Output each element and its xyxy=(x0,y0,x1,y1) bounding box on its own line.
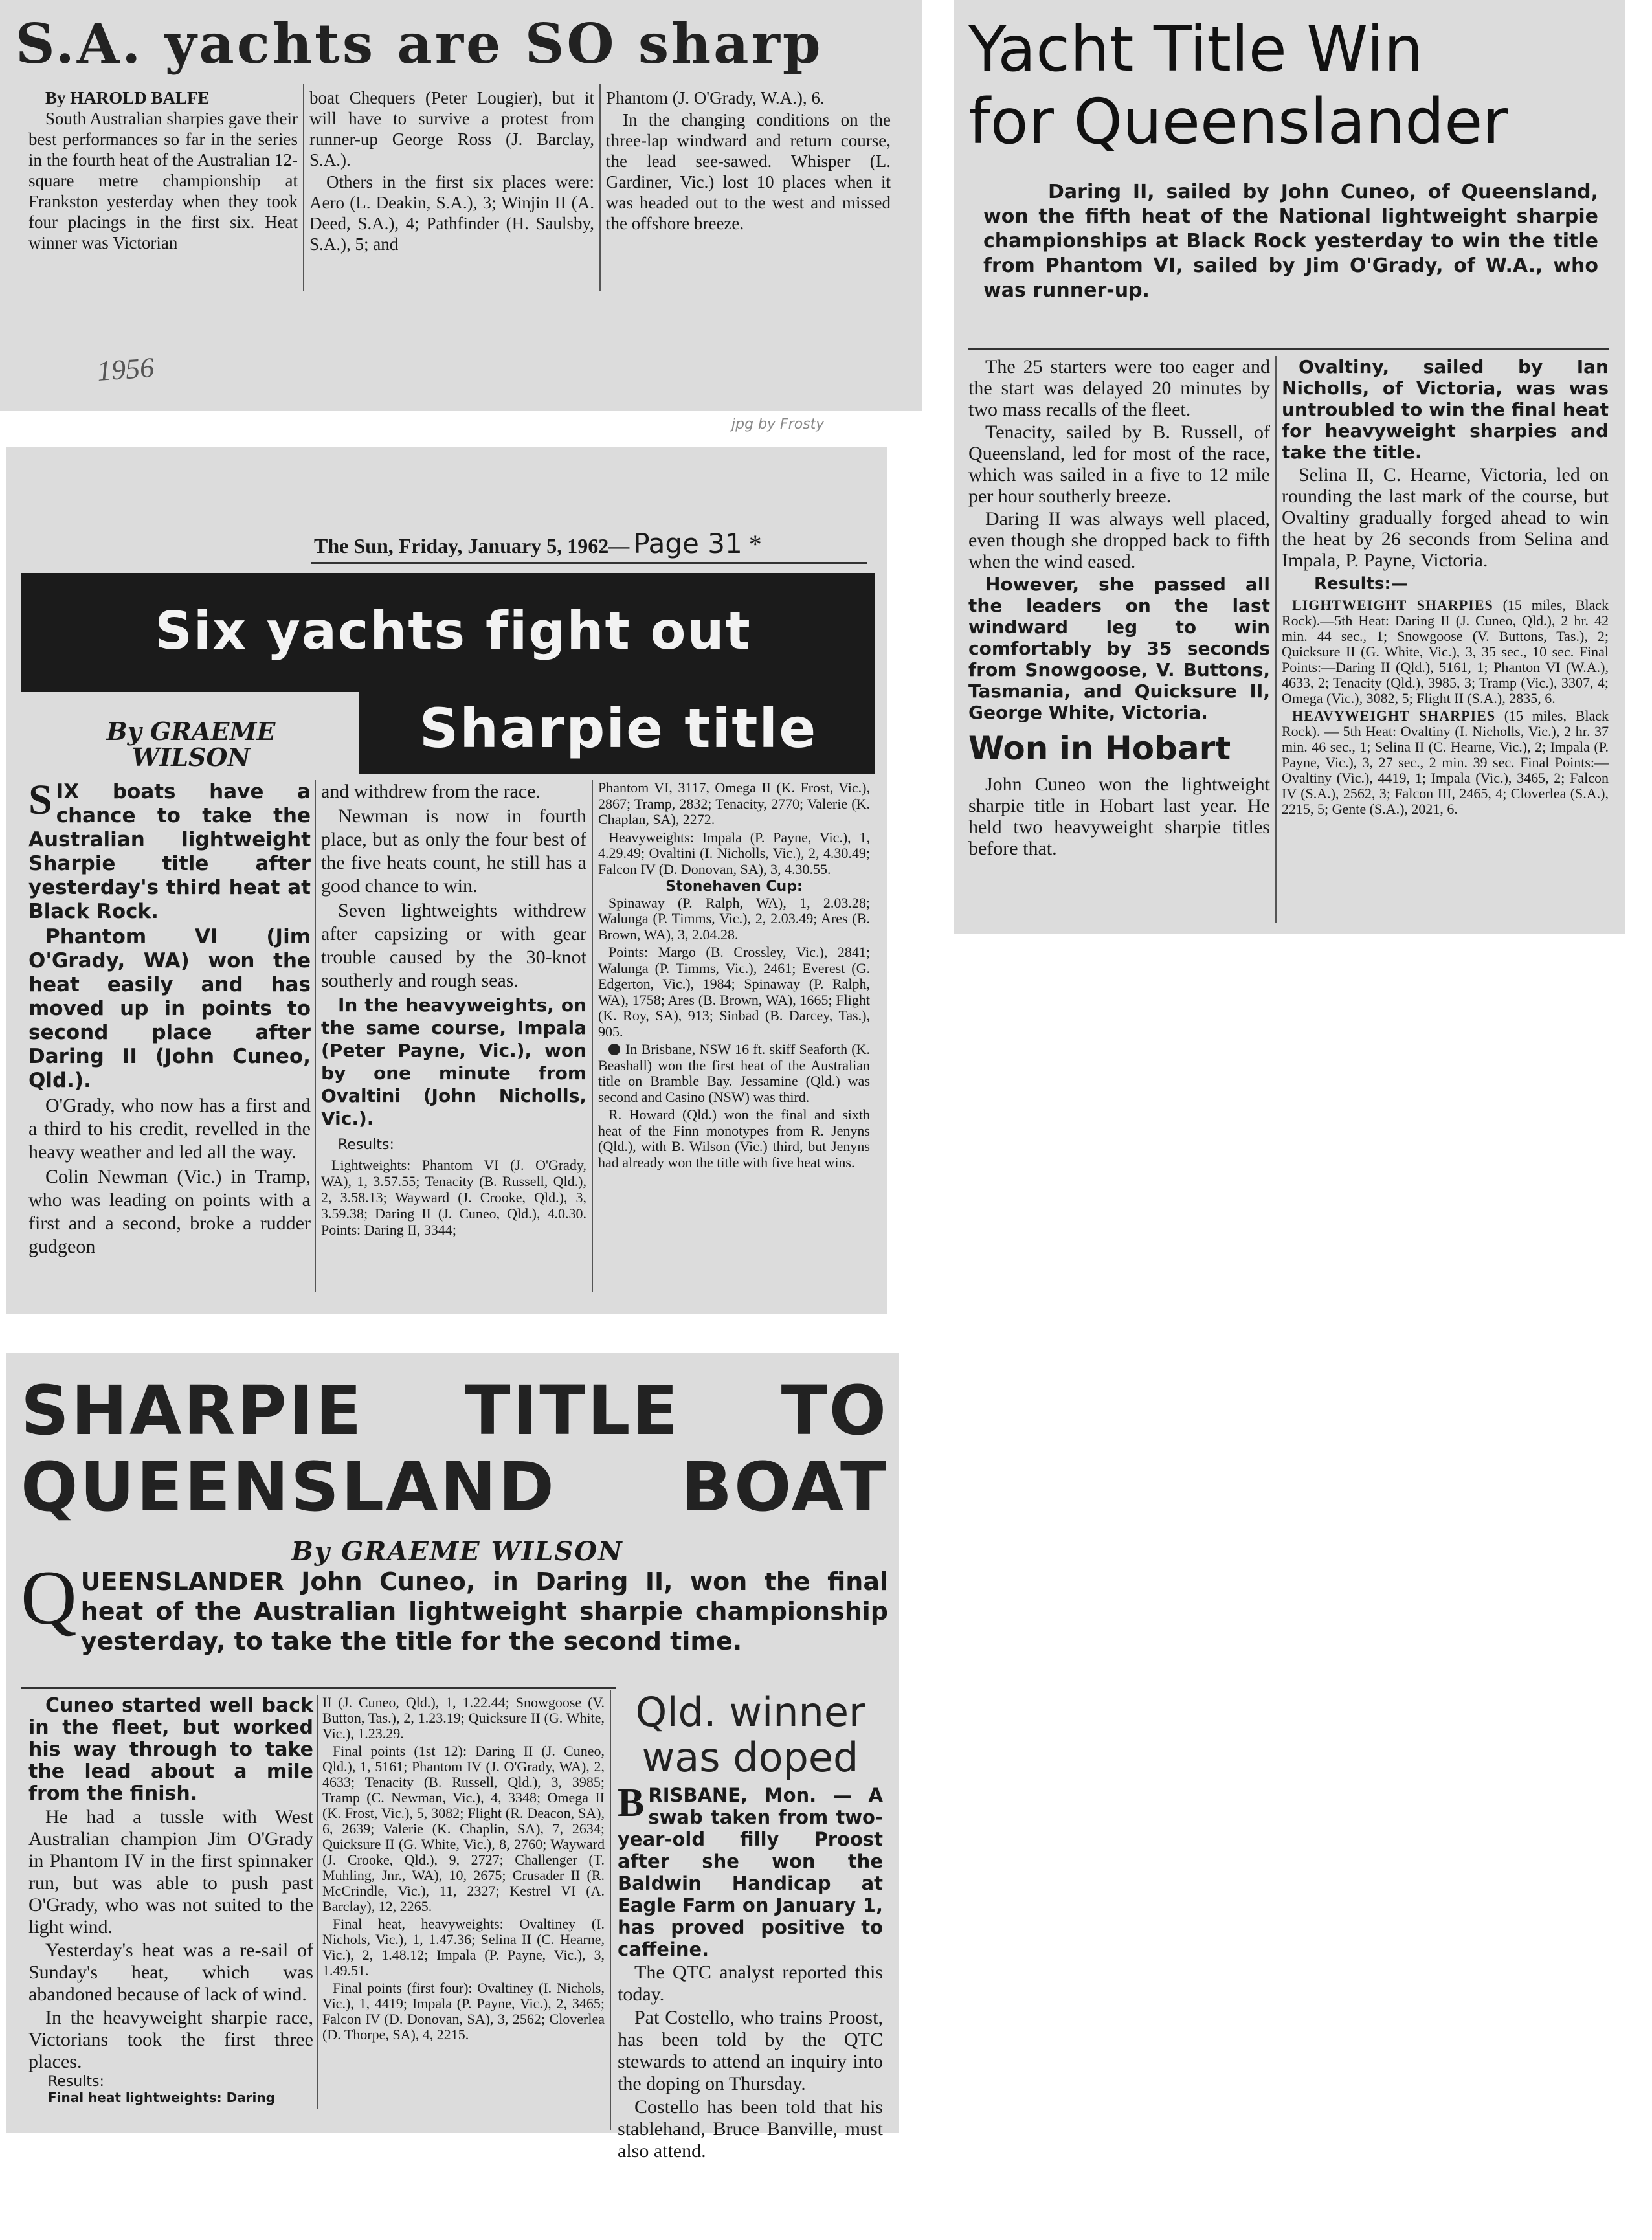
headline-line-2: for Queenslander xyxy=(968,85,1508,158)
paragraph: In the changing conditions on the three-lap windward and return course, the lead see-sawed. Whisper (L. Gardiner, Vic.) lost 10 places when it was headed out to the west and missed the offshore breeze. xyxy=(606,110,891,233)
paragraph: and withdrew from the race. xyxy=(321,781,541,802)
paragraph: Selina II, C. Hearne, Victoria, led on rounding the last mark of the course, but Ovaltiny gradually forged ahead to win the heat by 26 seconds from Selina and Impala, P. Payne, Victoria. xyxy=(1282,464,1609,571)
column-1 xyxy=(28,1695,313,2105)
headline-line-1: Six yachts fight out xyxy=(155,601,752,661)
results-subhead: Stonehaven Cup: xyxy=(665,879,803,895)
paragraph: O'Grady, who now has a first and a third to his credit, revelled in the heavy weather and led all the way. xyxy=(28,1095,311,1163)
column-rule xyxy=(592,780,593,1292)
results-paragraph: Final heat, heavyweights: Ovaltiney (I. Nichols, Vic.), 1, 1.47.36; Selina II (C. Hearne, Vic.), 2, 1.48.12; Impala (P. Payne, Vic.), 3, 1.49.51. xyxy=(322,1916,605,1978)
headline-line-1: Yacht Title Win xyxy=(968,13,1423,85)
results-paragraph: Phantom VI, 3117, Omega II (K. Frost, Vic.), 2867; Tramp, 2832; Tenacity, 2770; Valerie (K. Chaplan, SA), 2272. xyxy=(598,779,870,827)
paragraph: Seven lightweights withdrew after capsizing or with gear trouble caused by the 30-knot southerly and rough seas. xyxy=(321,900,586,991)
byline: By HAROLD BALFE xyxy=(45,88,210,107)
sidebar-story xyxy=(618,1690,883,2164)
column-2 xyxy=(309,87,594,256)
byline-line-2: WILSON xyxy=(131,743,251,772)
drop-cap: Q xyxy=(21,1554,77,1641)
paragraph: The QTC analyst reported this today. xyxy=(618,1962,883,2005)
paragraph: Cuneo started well back in the fleet, but worked his way through to take the lead about a mile from the finish. xyxy=(28,1694,313,1805)
drop-cap: S xyxy=(28,776,52,823)
byline xyxy=(61,719,320,770)
column-1 xyxy=(968,356,1270,860)
results-paragraph: Spinaway (P. Ralph, WA), 1, 2.03.28; Walunga (P. Timms, Vic.), 2, 2.03.49; Ares (B. Brown, WA), 3, 2.04.28. xyxy=(598,894,870,943)
paragraph: Yesterday's heat was a re-sail of Sunday's heat, which was abandoned because of lack of wind. xyxy=(28,1940,313,2005)
clipping-sharpie-title-queensland xyxy=(6,1353,899,2162)
column-rule xyxy=(317,1695,318,2109)
dateline-rule xyxy=(311,562,867,564)
headline-line-2: QUEENSLAND BOAT xyxy=(21,1448,888,1527)
column-rule xyxy=(610,1690,611,2130)
drop-cap: B xyxy=(618,1781,645,1825)
results-text: Lightweights: Phantom VI (J. O'Grady, WA), 1, 3.57.55; Tenacity (B. Russell, Qld.), 2, 3.58.13; Wayward (J. Crooke, Qld.), 3, 3.59.38; Daring II (J. Cuneo, Qld.), 4.0.30. Points: Daring II, 3344; xyxy=(321,1157,586,1238)
clipping-six-yachts xyxy=(6,447,887,1314)
section-rule xyxy=(968,348,1609,350)
paragraph: Ovaltiny, sailed by Ian Nicholls, of Victoria, was was untroubled to win the final heat for heavyweight sharpies and take the title. xyxy=(1282,356,1609,463)
column-2 xyxy=(1282,356,1609,819)
column-3 xyxy=(606,87,891,235)
results-paragraph: HEAVYWEIGHT SHARPIES (15 miles, Black Rock). — 5th Heat: Ovaltiny (I. Nicholls, Vic.), 2 hr. 37 min. 46 sec., 1; Selina II (C. Hearne, Vic.), 2; Impala (P. Payne, Vic.), 3, 27 sec., 2 min. 39 sec. Final Points:—Ovaltiny (Vic.), 4419, 1; Impala (Vic.), 3465, 2; Falcon IV (S.A.), 2562, 3; Falcon III, 2465, 4; Cloverlea (S.A.), 2215, 5; Gente (S.A.), 2021, 6. xyxy=(1282,708,1609,817)
paragraph: Daring II was always well placed, even though she dropped back to fifth when the wind eased. xyxy=(968,508,1270,572)
paragraph: Newman is now in fourth place, but as only the four best of the five heats count, he still has a good chance to win. xyxy=(321,805,586,897)
dateline xyxy=(314,528,864,559)
sidebar-lead: BRISBANE, Mon. — A swab taken from two-year-old filly Proost after she won the Baldwin Handicap at Eagle Farm on January 1, has proved positive to caffeine. xyxy=(618,1781,883,1960)
results-paragraph: R. Howard (Qld.) won the final and sixth heat of the Finn monotypes from R. Jenyns (Qld.), with B. Wilson (Vic.) third, but Jenyns had already won the title with five heat wins. xyxy=(598,1106,870,1170)
column-rule xyxy=(1275,356,1277,923)
column-1 xyxy=(28,776,311,1260)
lead-paragraph: SIX boats have a chance to take the Australian lightweight Sharpie title after yesterday's third heat at Black Rock. xyxy=(28,776,311,923)
results-paragraph: Final points (first four): Ovaltiney (I. Nichols, Vic.), 1, 4419; Impala (P. Payne, Vic.), 2, 3465; Falcon IV (D. Donovan, SA), 3, 2562; Cloverlea (D. Thorpe, SA), 4, 2215. xyxy=(322,1980,605,2043)
subhead: Won in Hobart xyxy=(968,730,1231,767)
paragraph: boat Chequers (Peter Lougier), but it will have to survive a protest from runner-up George Ross (J. Barclay, S.A.). xyxy=(309,88,594,170)
column-rule xyxy=(303,84,304,291)
paragraph: Phantom (J. O'Grady, W.A.), 6. xyxy=(606,88,825,107)
column-3-results xyxy=(598,780,870,1172)
paragraph: In the heavyweight sharpie race, Victorians took the first three places. xyxy=(28,2007,313,2072)
results-line: Final heat lightweights: Daring xyxy=(48,2090,275,2105)
clipping-sa-yachts xyxy=(0,0,922,411)
star-mark: * xyxy=(748,530,762,559)
page-number: Page 31 xyxy=(633,528,742,559)
section-rule xyxy=(21,1687,616,1689)
paragraph: Costello has been told that his stablehand, Bruce Banville, must also attend. xyxy=(618,2096,883,2162)
headline: S.A. yachts are SO sharp xyxy=(16,12,823,76)
results-label: Results: xyxy=(48,2074,104,2090)
paragraph: Pat Costello, who trains Proost, has been told by the QTC stewards to attend an inquiry into the doping on Thursday. xyxy=(618,2007,883,2094)
paragraph: He had a tussle with West Australian champion Jim O'Grady in Phantom IV in the first spinnaker run, but was able to push past O'Grady, who was not suited to the light wind. xyxy=(28,1806,313,1938)
column-2 xyxy=(321,780,586,1240)
sidebar-headline xyxy=(618,1690,883,1780)
sidebar-headline-line-2: was doped xyxy=(642,1734,859,1781)
results-paragraph: Heavyweights: Impala (P. Payne, Vic.), 1, 4.29.49; Ovaltini (I. Nicholls, Vic.), 2, 4.30.49; Falcon IV (D. Donovan, SA), 3, 4.30.55. xyxy=(598,829,870,877)
lead-paragraph: Daring II, sailed by John Cuneo, of Queensland, won the fifth heat of the National lightweight sharpie championships at Black Rock yesterday to win the title from Phantom VI, sailed by Jim O'Grady, of W.A., who was runner-up. xyxy=(983,181,1598,302)
paragraph: Colin Newman (Vic.) in Tramp, who was leading on points with a first and a second, broke a rudder gudgeon xyxy=(28,1166,311,1257)
paragraph: Tenacity, sailed by B. Russell, of Queensland, led for most of the race, which was sailed in a five to 12 mile per hour southerly breeze. xyxy=(968,421,1270,507)
headline-line-1: SHARPIE TITLE TO xyxy=(21,1371,888,1450)
paragraph: In the heavyweights, on the same course, Impala (Peter Payne, Vic.), won by one minute from Ovaltini (John Nicholls, Vic.). xyxy=(321,994,586,1129)
column-2-results xyxy=(322,1695,605,2044)
headline-banner-step xyxy=(21,692,367,699)
paragraph: Phantom VI (Jim O'Grady, WA) won the heat easily and has moved up in points to second place after Daring II (John Cuneo, Qld.). xyxy=(28,925,311,1092)
image-credit: jpg by Frosty xyxy=(731,416,825,432)
bullet-icon xyxy=(608,1044,620,1055)
paragraph: The 25 starters were too eager and the start was delayed 20 minutes by two mass recalls of the fleet. xyxy=(968,356,1270,420)
byline-line-1: By GRAEME xyxy=(106,717,276,746)
lead-paragraph: QUEENSLANDER John Cuneo, in Daring II, won the final heat of the Australian lightweight sharpie championship yesterday, to take the title for the second time. xyxy=(21,1554,888,1655)
results-label: Results: xyxy=(338,1137,394,1153)
paragraph: John Cuneo won the lightweight sharpie title in Hobart last year. He held two heavyweight sharpie titles before that. xyxy=(968,774,1270,859)
results-label: Results:— xyxy=(1314,574,1408,594)
byline: By GRAEME WILSON xyxy=(291,1536,623,1567)
column-rule xyxy=(315,780,316,1292)
headline-line-2: Sharpie title xyxy=(419,697,818,760)
sidebar-headline-line-1: Qld. winner xyxy=(635,1688,865,1736)
newspaper-date: The Sun, Friday, January 5, 1962— xyxy=(314,534,630,557)
results-paragraph: Points: Margo (B. Crossley, Vic.), 2841; Walunga (P. Timms, Vic.), 2461; Everest (G. Edgerton, Vic.), 1984; Spinaway (P. Ralph, WA), 1758; Ares (B. Brown, WA), 1665; Flight (K. Roy, SA), 913; Sinbad (B. Darcey, Tas.), 905. xyxy=(598,944,870,1040)
column-1 xyxy=(28,87,298,254)
headline xyxy=(21,1372,888,1525)
results-paragraph: In Brisbane, NSW 16 ft. skiff Seaforth (K. Beashall) won the first heat of the Australian title on Bramble Bay. Jessamine (Qld.) was second and Casino (NSW) was third. xyxy=(598,1041,870,1105)
headline xyxy=(968,13,1616,158)
paragraph: Others in the first six places were: Aero (L. Deakin, S.A.), 3; Winjin II (A. Deed, S.A.), 4; Pathfinder (H. Saulsby, S.A.), 5; and xyxy=(309,172,594,254)
paragraph: South Australian sharpies gave their best performances so far in the series in the fourth heat of the Australian 12-square metre championship at Frankston yesterday when they took four placings in the first six. Heat winner was Victorian xyxy=(28,109,298,252)
clipping-yacht-title-win xyxy=(954,0,1625,934)
paragraph: However, she passed all the leaders on the last windward leg to win comfortably by 35 seconds from Snowgoose, V. Buttons, Tasmania, and Quicksure II, George White, Victoria. xyxy=(968,574,1270,723)
column-rule xyxy=(599,84,601,291)
results-paragraph: Final points (1st 12): Daring II (J. Cuneo, Qld.), 1, 5161; Phantom IV (J. O'Grady, WA), 2, 4633; Tenacity (B. Russell, Qld.), 3, 3985; Tramp (C. Newman, Vic.), 4, 3348; Omega II (K. Frost, Vic.), 5, 3082; Flight (R. Deacon, SA), 6, 2639; Valerie (K. Chaplin, SA), 7, 2634; Quicksure II (G. White, Vic.), 8, 2760; Wayward (J. Crooke, Qld.), 9, 2727; Challenger (T. Muhling, Jnr., WA), 10, 2675; Crusader II (R. McCrindle, Vic.), 11, 2327; Kestrel VI (A. Barclay), 12, 2265. xyxy=(322,1743,605,1914)
year-annotation: 1956 xyxy=(96,351,155,388)
results-paragraph: II (J. Cuneo, Qld.), 1, 1.22.44; Snowgoose (V. Button, Tas.), 2, 1.23.19; Quicksure II (G. White, Vic.), 1.23.29. xyxy=(322,1694,605,1742)
results-paragraph: LIGHTWEIGHT SHARPIES (15 miles, Black Rock).—5th Heat: Daring II (J. Cuneo, Qld.), 2 hr. 42 min. 44 sec., 1; Snowgoose (V. Buttons, Tas.), 2; Quicksure II (G. White, Vic.), 3, 35 sec., 10 sec. Final Points:—Daring II (Qld.), 5161, 1; Phanton VI (W.A.), 4633, 2; Tenacity (Qld.), 3985, 3; Tramp (Vic.), 3307, 4; Omega (Vic.), 3082, 5; Flight II (S.A.), 2835, 6. xyxy=(1282,597,1609,706)
results-text xyxy=(1282,598,1609,817)
